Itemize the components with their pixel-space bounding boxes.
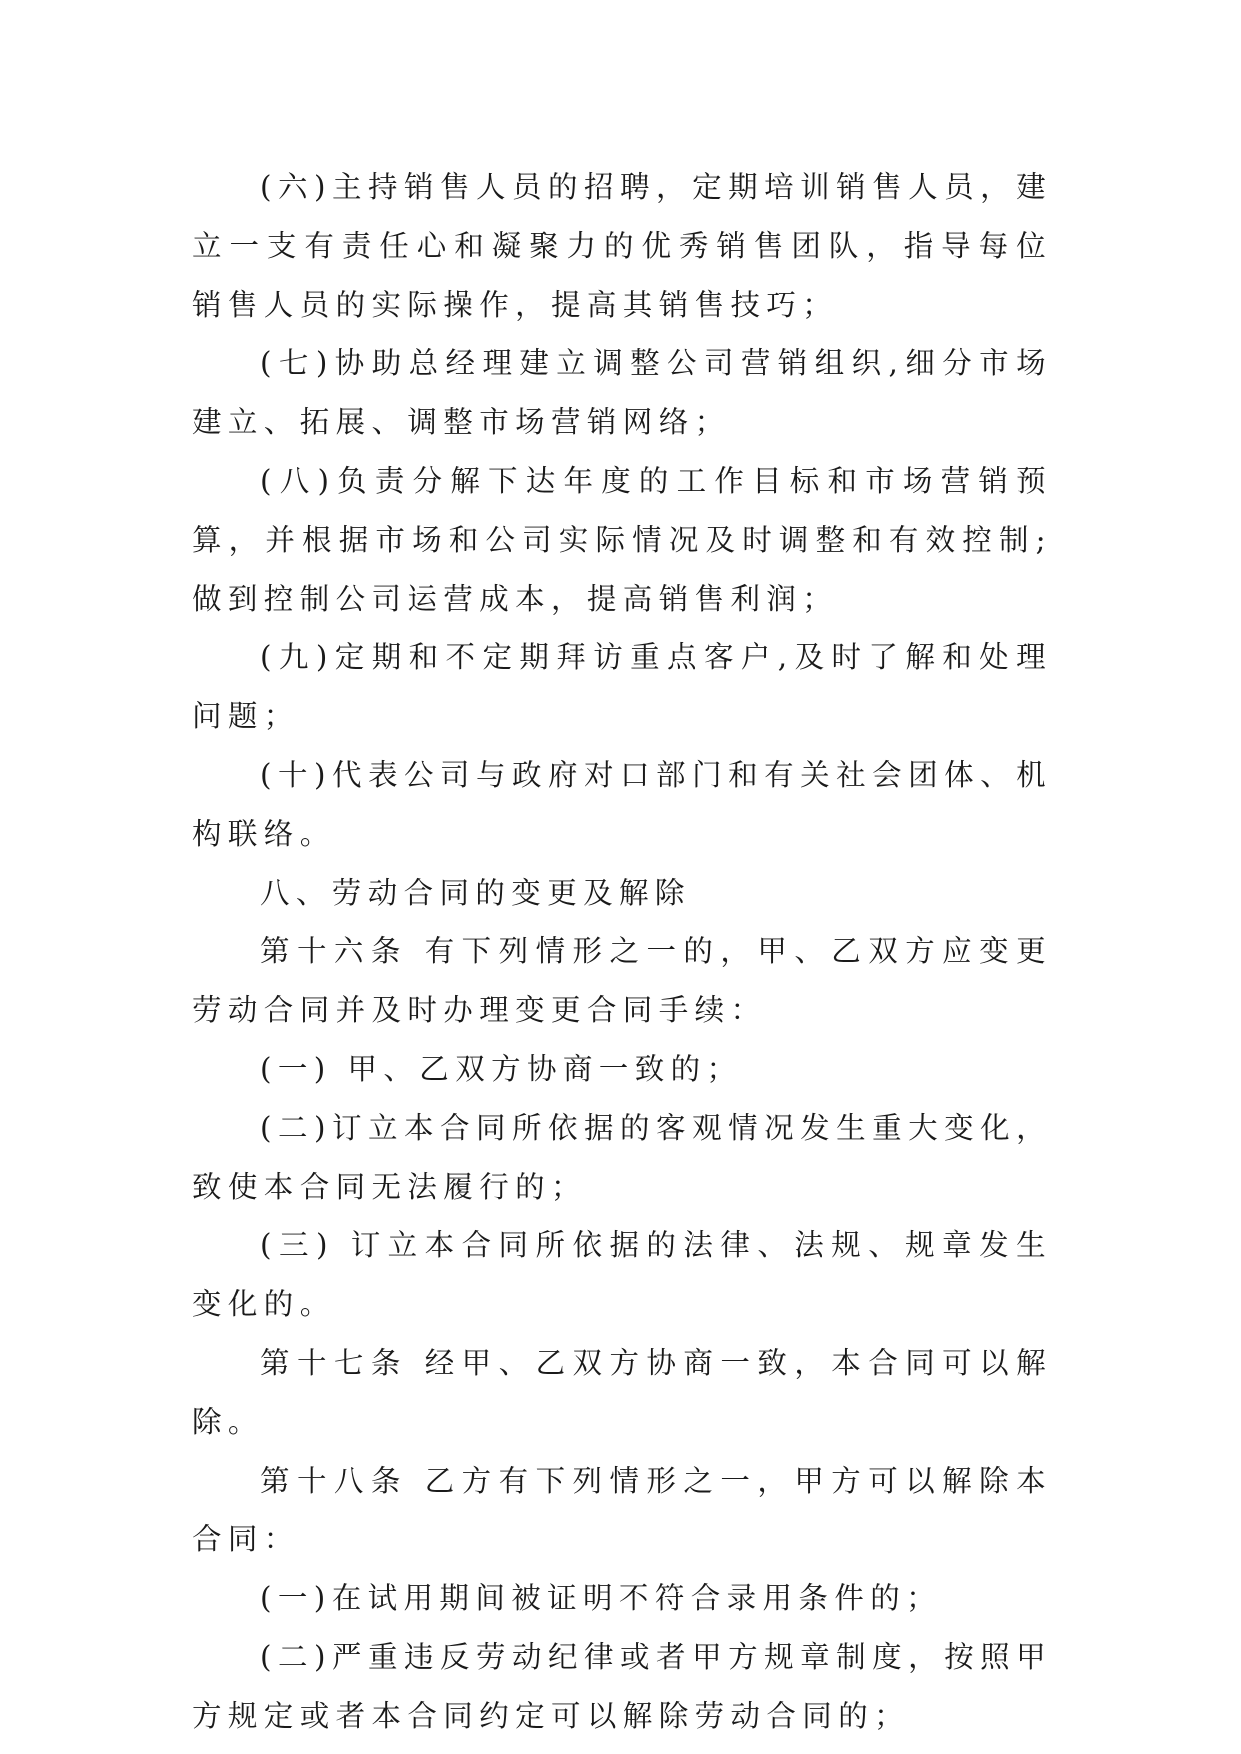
paragraph-item-6: (六)主持销售人员的招聘，定期培训销售人员，建立一支有责任心和凝聚力的优秀销售团队，指导每位销售人员的实际操作，提高其销售技巧； [192,170,1052,322]
article-16: 第十六条 有下列情形之一的，甲、乙双方应变更劳动合同并及时办理变更合同手续： [192,934,1052,1028]
article-18-item-1: (一)在试用期间被证明不符合录用条件的； [260,1581,943,1616]
paragraph-item-9: (九)定期和不定期拜访重点客户,及时了解和处理问题； [192,640,1052,734]
article-18: 第十八条 乙方有下列情形之一，甲方可以解除本合同： [192,1463,1052,1557]
paragraph-item-7: (七)协助总经理建立调整公司营销组织,细分市场建立、拓展、调整市场营销网络； [192,346,1052,440]
article-16-item-3: (三) 订立本合同所依据的法律、法规、规章发生变化的。 [192,1228,1052,1322]
article-18-item-2: (二)严重违反劳动纪律或者甲方规章制度，按照甲方规定或者本合同约定可以解除劳动合同的； [192,1639,1052,1733]
article-16-item-1: (一) 甲、乙双方协商一致的； [260,1051,743,1086]
section-heading: 八、劳动合同的变更及解除 [260,875,691,910]
article-17: 第十七条 经甲、乙双方协商一致，本合同可以解除。 [192,1345,1052,1439]
paragraph-item-8: (八)负责分解下达年度的工作目标和市场营销预算，并根据市场和公司实际情况及时调整和有效控制;做到控制公司运营成本，提高销售利润； [192,463,1052,616]
paragraph-item-10: (十)代表公司与政府对口部门和有关社会团体、机构联络。 [192,757,1052,851]
article-16-item-2: (二)订立本合同所依据的客观情况发生重大变化，致使本合同无法履行的； [192,1110,1052,1204]
document-body [192,158,1052,1746]
